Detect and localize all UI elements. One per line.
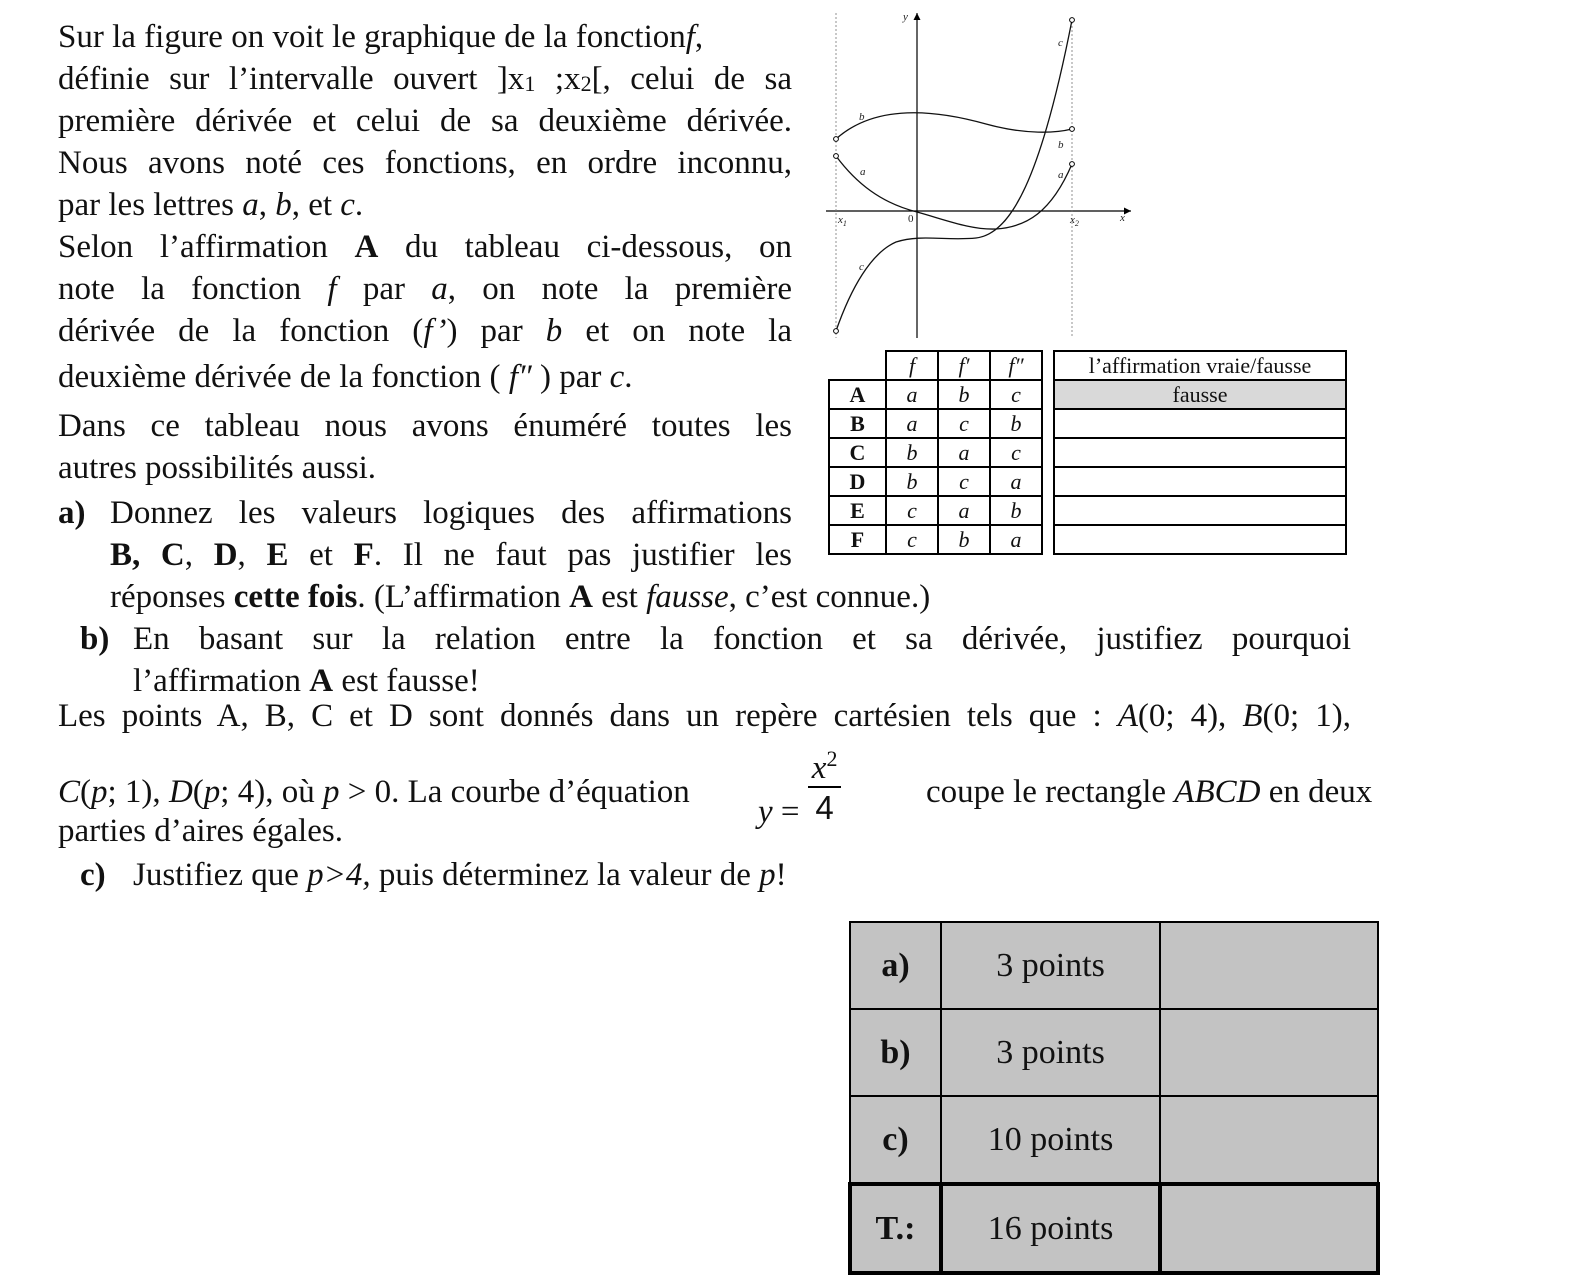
truth-table-header	[829, 351, 1346, 380]
letter-a: a	[242, 187, 259, 223]
curve-label-b-right: b	[1058, 139, 1064, 151]
selon-line-4	[58, 356, 633, 398]
row-label: F	[829, 525, 886, 554]
endpoint	[1070, 162, 1075, 167]
points-text: en deux	[1260, 774, 1373, 810]
intro-line-5	[58, 184, 363, 226]
points-text: (0; 1),	[1262, 698, 1351, 734]
selon-line-2	[58, 268, 792, 310]
table-cell: a	[886, 380, 938, 409]
score-part: b)	[850, 1009, 941, 1096]
answer-header: l’affirmation vraie/fausse	[1054, 351, 1346, 380]
subscript: 2	[580, 71, 592, 96]
score-earned[interactable]	[1160, 1096, 1378, 1184]
table-cell: c	[938, 409, 990, 438]
question-a-line-3	[110, 576, 930, 618]
intro-text: [, celui de sa	[591, 61, 792, 97]
qb-text: est fausse!	[333, 663, 480, 699]
point-d: D	[168, 774, 193, 810]
points-text: ; 1),	[107, 774, 169, 810]
letter-c: c	[609, 359, 625, 395]
qa-text: ,	[184, 537, 214, 573]
row-label: D	[829, 467, 886, 496]
qa-text: réponses	[110, 579, 234, 615]
curve-a	[836, 156, 1072, 229]
selon-text: ) par	[446, 313, 546, 349]
curve-label-c-right: c	[1058, 37, 1063, 49]
score-part: a)	[850, 922, 941, 1009]
fraction	[808, 741, 842, 828]
table-cell: a	[938, 496, 990, 525]
curve-label-a-left: a	[860, 166, 866, 178]
points-text: (0; 4),	[1137, 698, 1243, 734]
selon-text: , on note la première	[447, 271, 793, 307]
x1-letter: x	[838, 214, 843, 226]
table-cell: b	[938, 525, 990, 554]
intro-text: ;x	[535, 61, 581, 97]
qa-bold: cette fois	[233, 579, 358, 615]
var-x: x	[811, 750, 827, 786]
f-symbol: f	[685, 19, 695, 55]
endpoint	[834, 137, 839, 142]
letter-c: c	[340, 187, 355, 223]
dans-line-2: autres possibilités aussi.	[58, 450, 377, 486]
score-total-row	[850, 1184, 1378, 1273]
intro-text: Sur la figure on voit le graphique de la fonction	[58, 19, 686, 55]
table-cell: b	[886, 438, 938, 467]
table-cell: a	[990, 467, 1042, 496]
gap-cell	[1042, 380, 1054, 409]
affirmation-ref: F	[353, 537, 374, 573]
gap-cell	[1042, 409, 1054, 438]
intro-text: , et	[291, 187, 341, 223]
intro-text: ,	[694, 19, 704, 55]
selon-text: note la fonction	[58, 271, 328, 307]
score-points: 16 points	[941, 1184, 1160, 1273]
selon-text: Selon l’affirmation	[58, 229, 355, 265]
table-cell: b	[990, 496, 1042, 525]
selon-text: par	[336, 271, 432, 307]
table-row	[829, 496, 1346, 525]
points-text: Les points A, B, C et D sont donnés dans un repère cartésien tels que :	[58, 698, 1118, 734]
qa-text: . (L’affirmation	[357, 579, 570, 615]
qa-text: et	[288, 537, 354, 573]
row-label: C	[829, 438, 886, 467]
endpoint	[1070, 127, 1075, 132]
question-a-label: a)	[58, 495, 86, 531]
intro-line-3: première dérivée et celui de sa deuxième dérivée.	[58, 103, 792, 139]
intro-line-4: Nous avons noté ces fonctions, en ordre inconnu,	[58, 145, 792, 181]
question-b-label: b)	[80, 621, 110, 657]
qb-text: l’affirmation	[133, 663, 310, 699]
table-row	[829, 438, 1346, 467]
var-p: p	[759, 857, 776, 893]
table-cell: b	[990, 409, 1042, 438]
score-earned[interactable]	[1160, 1184, 1378, 1273]
table-cell: a	[990, 525, 1042, 554]
gap-cell	[1042, 525, 1054, 554]
var-y: y	[758, 794, 773, 831]
letter-b: b	[275, 187, 292, 223]
rect-abcd: ABCD	[1174, 774, 1261, 810]
qa-italic: fausse	[646, 579, 729, 615]
selon-text: .	[624, 359, 633, 395]
table-cell: a	[938, 438, 990, 467]
points-text: > 0. La courbe d’équation	[339, 774, 690, 810]
gap-cell	[1042, 496, 1054, 525]
table-cell: c	[990, 380, 1042, 409]
row-label: B	[829, 409, 886, 438]
affirmation-ref: A	[569, 579, 593, 615]
gap-cell	[1042, 351, 1054, 380]
score-earned[interactable]	[1160, 1009, 1378, 1096]
selon-text: ) par	[531, 359, 610, 395]
x1-label	[837, 214, 847, 228]
score-row	[850, 1009, 1378, 1096]
equation	[758, 741, 841, 831]
curve-c	[836, 20, 1072, 331]
points-text: coupe le rectangle	[926, 774, 1175, 810]
qa-text: . Il ne faut pas justifier les	[373, 537, 792, 573]
y-axis-label: y	[903, 11, 908, 23]
gap-cell	[1042, 438, 1054, 467]
score-part: c)	[850, 1096, 941, 1184]
score-row	[850, 922, 1378, 1009]
affirmation-a-ref: A	[354, 229, 379, 265]
equals: =	[772, 794, 808, 831]
points-line-1	[58, 695, 1351, 737]
answer-cell[interactable]	[1054, 496, 1346, 525]
intro-line-1	[58, 16, 792, 58]
letter-a: a	[431, 271, 448, 307]
f-second-symbol: f″	[508, 359, 532, 395]
question-a-line-2	[110, 534, 792, 576]
curve-b	[836, 113, 1072, 139]
endpoint	[834, 329, 839, 334]
affirmation-ref: D	[213, 537, 238, 573]
x2-label	[1069, 214, 1079, 228]
header-f-prime: f′	[938, 351, 990, 380]
points-text: (	[192, 774, 204, 810]
endpoint	[834, 154, 839, 159]
question-c-label: c)	[80, 857, 106, 893]
selon-text: deuxième dérivée de la fonction (	[58, 359, 509, 395]
exponent: 2	[826, 746, 838, 771]
curve-label-b-left: b	[859, 111, 865, 123]
table-cell: b	[886, 467, 938, 496]
selon-text: dérivée de la fonction (	[58, 313, 424, 349]
intro-text: .	[354, 187, 364, 223]
numerator	[808, 741, 842, 788]
qc-text: Justifiez que	[133, 857, 308, 893]
selon-line-1	[58, 226, 792, 268]
x1-subscript: 1	[842, 219, 847, 228]
question-a-line-1: Donnez les valeurs logiques des affirmations	[110, 495, 792, 531]
var-p: p	[322, 774, 340, 810]
score-points: 3 points	[941, 922, 1160, 1009]
endpoint	[1070, 18, 1075, 23]
row-label: E	[829, 496, 886, 525]
scoring-table	[848, 921, 1380, 1275]
table-row	[829, 525, 1346, 554]
var-p: p	[203, 774, 221, 810]
table-row	[829, 467, 1346, 496]
score-points: 3 points	[941, 1009, 1160, 1096]
f-prime-symbol: f’	[423, 313, 447, 349]
table-cell: c	[886, 496, 938, 525]
x-axis-label: x	[1120, 212, 1125, 224]
answer-cell[interactable]	[1054, 525, 1346, 554]
intro-text: définie sur l’intervalle ouvert ]x	[58, 61, 525, 97]
x2-letter: x	[1070, 214, 1075, 226]
selon-text: et on note la	[562, 313, 792, 349]
score-earned[interactable]	[1160, 922, 1378, 1009]
answer-cell[interactable]	[1054, 467, 1346, 496]
qc-condition: p>4,	[307, 857, 371, 893]
score-part: T.:	[850, 1184, 941, 1273]
score-points: 10 points	[941, 1096, 1160, 1184]
intro-text: ,	[258, 187, 276, 223]
intro-line-2	[58, 58, 792, 105]
affirmation-ref: B, C	[110, 537, 185, 573]
function-graph	[826, 8, 1146, 343]
answer-cell[interactable]	[1054, 438, 1346, 467]
table-cell: c	[990, 438, 1042, 467]
table-cell: a	[886, 409, 938, 438]
points-text: ; 4), où	[220, 774, 323, 810]
table-cell: b	[938, 380, 990, 409]
qc-text: !	[775, 857, 787, 893]
score-row	[850, 1096, 1378, 1184]
answer-cell[interactable]	[1054, 409, 1346, 438]
points-line-3: parties d’aires égales.	[58, 813, 343, 849]
affirmation-ref: A	[309, 663, 334, 699]
curve-label-c-left: c	[859, 261, 864, 273]
affirmation-ref: E	[266, 537, 289, 573]
selon-line-3	[58, 310, 792, 352]
curve-label-a-right: a	[1058, 169, 1064, 181]
intro-text: par les lettres	[58, 187, 243, 223]
answer-cell: fausse	[1054, 380, 1346, 409]
table-cell: c	[886, 525, 938, 554]
header-f: f	[886, 351, 938, 380]
table-row	[829, 409, 1346, 438]
origin-label: 0	[908, 213, 914, 225]
corner-cell	[829, 351, 886, 380]
truth-table	[828, 350, 1347, 555]
row-label: A	[829, 380, 886, 409]
point-a: A	[1117, 698, 1138, 734]
qa-text: est	[592, 579, 647, 615]
table-cell: c	[938, 467, 990, 496]
points-text: (	[80, 774, 92, 810]
qa-text: ,	[237, 537, 267, 573]
qc-text: puis déterminez la valeur de	[370, 857, 760, 893]
var-p: p	[91, 774, 108, 810]
selon-text: du tableau ci-dessous, on	[378, 229, 792, 265]
header-f-second: f″	[990, 351, 1042, 380]
point-c: C	[58, 774, 81, 810]
subscript: 1	[524, 71, 536, 96]
question-c-text	[133, 854, 787, 896]
denominator: 4	[815, 789, 834, 826]
dans-line-1: Dans ce tableau nous avons énuméré toutes les	[58, 408, 792, 444]
table-row	[829, 380, 1346, 409]
qa-text: , c’est connue.)	[728, 579, 931, 615]
x2-subscript: 2	[1074, 219, 1079, 228]
question-b-line-1: En basant sur la relation entre la fonction et sa dérivée, justifiez pourquoi	[133, 621, 1351, 657]
f-symbol: f	[327, 271, 337, 307]
letter-b: b	[545, 313, 563, 349]
point-b: B	[1242, 698, 1263, 734]
gap-cell	[1042, 467, 1054, 496]
